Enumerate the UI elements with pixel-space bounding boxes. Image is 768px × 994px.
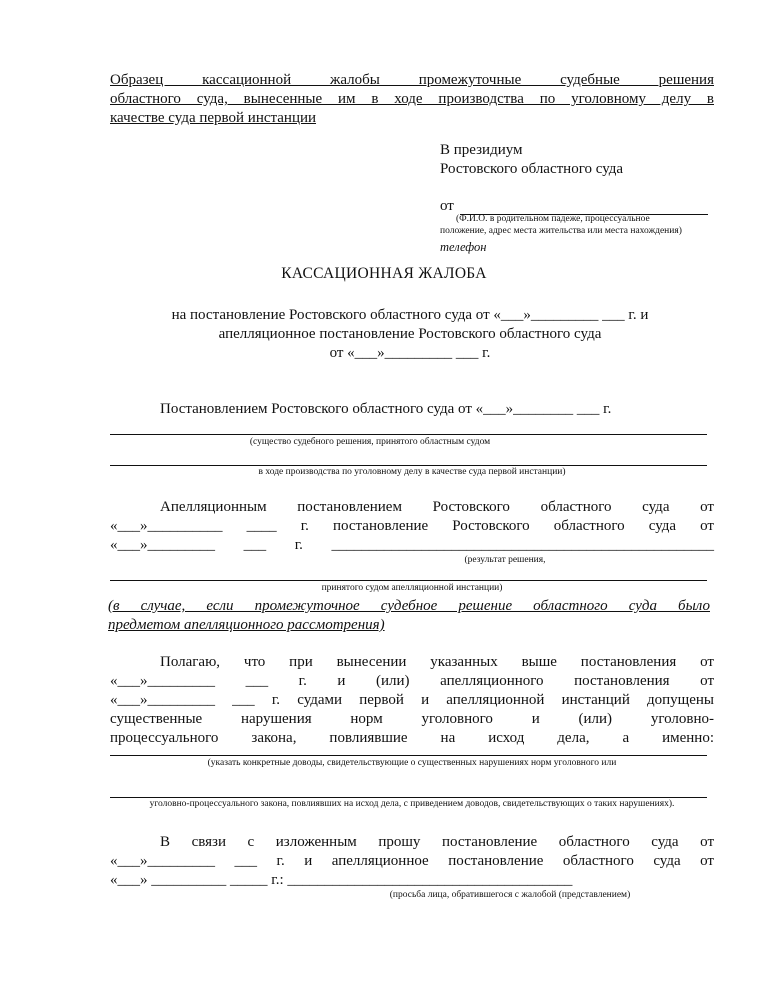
field-hint: (существо судебного решения, принятого областным судом [249,437,491,447]
paragraph-line: В связи с изложенным прошу постановление областного суда от [160,834,714,850]
addressee-line: Ростовского областного суда [440,161,624,177]
paragraph-line: «___»__________ ____ г. постановление Ростовского областного суда от [110,518,714,534]
field-hint: принятого судом апелляционной инстанции) [321,583,503,593]
paragraph-line: «___»_________ ___ г. и апелляционное постановление областного суда от [110,853,714,869]
paragraph-appeal [110,498,714,555]
paragraph-line: «___»_________ ___ г. ___________________________________________________ [110,537,714,553]
addressee-block [440,141,710,179]
document-subheading [110,306,710,363]
blank-line [110,755,707,756]
field-hint: (результат решения, [464,555,546,565]
note-line: предметом апелляционного рассмотрения) [108,617,385,633]
subheading-line: на постановление Ростовского областного суда от «___»_________ ___ г. и [171,307,649,323]
blank-line [110,434,707,435]
paragraph-line: Полагаю, что при вынесении указанных выше постановления от [160,654,714,670]
blank-line [110,580,707,581]
document-heading: КАССАЦИОННАЯ ЖАЛОБА [281,265,487,282]
field-hint: в ходе производства по уголовному делу в качестве суда первой инстанции) [258,467,566,477]
paragraph-line: существенные нарушения норм уголовного и (или) уголовно- [110,711,714,727]
document-title [110,71,714,128]
title-line: Образец кассационной жалобы промежуточные судебные решения [110,72,714,88]
from-hint-line: положение, адрес места жительства или места нахождения) [440,226,682,236]
from-hint [440,213,710,237]
from-label: от [440,198,454,214]
field-hint: (просьба лица, обратившегося с жалобой (представлением) [389,890,631,900]
paragraph-line: «___»_________ ___ г. судами первой и апелляционной инстанций допущены [110,692,714,708]
field-hint: уголовно-процессуального закона, повлиявших на исход дела, с приведением доводов, свидетельствующих о таких нарушениях). [149,799,675,809]
paragraph-resolution: Постановлением Ростовского областного суда от «___»________ ___ г. [160,401,612,417]
paragraph-line: «___» __________ _____ г.: ______________________________________ [110,872,573,888]
subheading-line: от «___»_________ ___ г. [329,345,491,361]
title-line: качестве суда первой инстанции [110,110,317,126]
phone-label: телефон [440,240,487,254]
from-hint-line: (Ф.И.О. в родительном падеже, процессуальное [456,214,650,224]
paragraph-line: Апелляционным постановлением Ростовского областного суда от [160,499,714,515]
paragraph-line: «___»_________ ___ г. и (или) апелляционного постановления от [110,673,714,689]
addressee-line: В президиум [440,142,523,158]
paragraph-line: процессуального закона, повлиявшие на исход дела, а именно: [110,730,714,746]
paragraph-violations [110,653,714,748]
title-line: областного суда, вынесенные им в ходе производства по уголовному делу в [110,91,714,107]
appeal-note [108,597,710,635]
subheading-line: апелляционное постановление Ростовского областного суда [218,326,602,342]
field-hint: (указать конкретные доводы, свидетельствующие о существенных нарушениях норм уголовного или [207,758,617,768]
note-line: (в случае, если промежуточное судебное решение областного суда было [108,598,710,614]
paragraph-request [110,833,714,890]
